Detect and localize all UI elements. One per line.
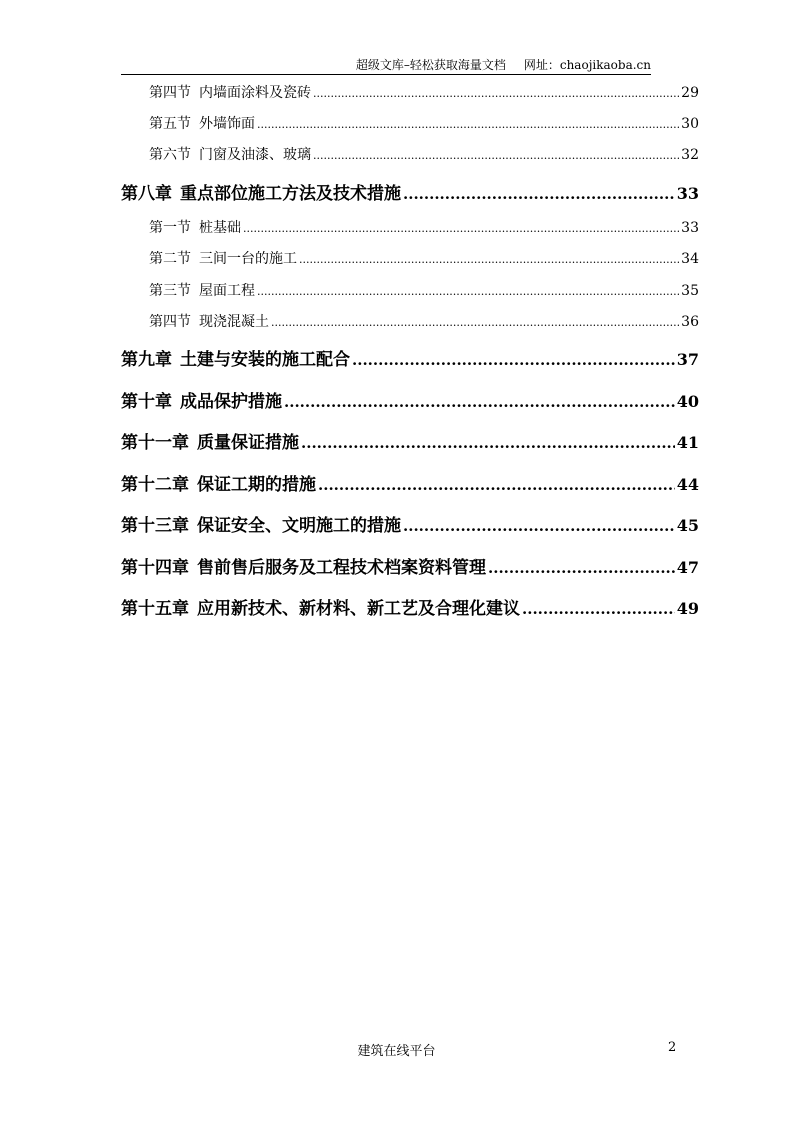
toc-entry-title: 三间一台的施工 [199,251,297,267]
toc-chapter-number: 第十五章 [121,599,189,619]
toc-entry-number: 第四节 [149,85,191,101]
dot-leader [299,253,679,266]
toc-chapter-title: 应用新技术、新材料、新工艺及合理化建议 [197,599,520,619]
dot-leader [257,285,679,298]
toc-chapter-title: 质量保证措施 [197,433,299,453]
toc-chapter-entry[interactable] [121,594,699,619]
toc-entry-page: 29 [681,85,699,101]
toc-entry[interactable] [121,280,699,300]
toc-entry[interactable] [121,311,699,331]
footer-page-number: 2 [668,1040,677,1055]
dot-leader [313,149,679,162]
toc-chapter-entry[interactable] [121,553,699,578]
toc-entry[interactable] [121,144,699,164]
dot-leader [403,185,675,203]
toc-chapter-title: 保证安全、文明施工的措施 [197,516,401,536]
page-header [121,56,651,75]
toc-chapter-page: 33 [676,184,699,203]
toc-entry-title: 外墙饰面 [199,116,255,132]
toc-entry[interactable] [121,82,699,102]
toc-entry-title: 门窗及油漆、玻璃 [199,147,311,163]
toc-entry-title: 屋面工程 [199,283,255,299]
dot-leader [318,476,675,494]
dot-leader [488,559,675,577]
header-url-text: 网址：chaojikaoba.cn [523,58,651,72]
toc-chapter-page: 37 [676,350,699,369]
toc-chapter-entry[interactable] [121,428,699,453]
toc-chapter-entry[interactable] [121,387,699,412]
toc-chapter-title: 成品保护措施 [180,392,282,412]
header-site-text: 超级文库–轻松获取海量文档 [355,58,506,72]
toc-entry-page: 33 [681,220,699,236]
toc-entry-number: 第三节 [149,283,191,299]
toc-chapter-title: 售前售后服务及工程技术档案资料管理 [197,558,486,578]
toc-chapter-page: 41 [676,433,699,452]
toc-chapter-number: 第十一章 [121,433,189,453]
toc-chapter-number: 第十章 [121,392,172,412]
toc-chapter-number: 第十三章 [121,516,189,536]
dot-leader [352,351,675,369]
toc-chapter-number: 第十二章 [121,475,189,495]
dot-leader [257,118,679,131]
toc-entry-page: 36 [681,314,699,330]
toc-chapter-page: 49 [676,599,699,618]
dot-leader [243,222,679,235]
toc-chapter-page: 45 [676,516,699,535]
dot-leader [403,517,675,535]
toc-chapter-number: 第八章 [121,184,172,204]
toc-entry[interactable] [121,113,699,133]
toc-chapter-title: 土建与安装的施工配合 [180,350,350,370]
toc-entry-number: 第五节 [149,116,191,132]
toc-entry-page: 32 [681,147,699,163]
toc-entry-number: 第四节 [149,314,191,330]
toc-chapter-entry[interactable] [121,511,699,536]
dot-leader [271,316,679,329]
toc-chapter-entry[interactable] [121,470,699,495]
toc-entry-page: 34 [681,251,699,267]
toc-entry-number: 第一节 [149,220,191,236]
toc-entry-title: 桩基础 [199,220,241,236]
toc-chapter-entry[interactable] [121,179,699,204]
toc-entry[interactable] [121,248,699,268]
toc-chapter-title: 保证工期的措施 [197,475,316,495]
toc-entry-title: 现浇混凝土 [199,314,269,330]
dot-leader [284,393,675,411]
toc-entry-page: 35 [681,283,699,299]
toc-entry-title: 内墙面涂料及瓷砖 [199,85,311,101]
toc-chapter-title: 重点部位施工方法及技术措施 [180,184,401,204]
footer-title: 建筑在线平台 [357,1044,436,1059]
toc-entry[interactable] [121,217,699,237]
dot-leader [522,600,675,618]
toc-entry-page: 30 [681,116,699,132]
toc-chapter-page: 44 [676,475,699,494]
toc-entry-number: 第二节 [149,251,191,267]
toc-chapter-page: 47 [676,558,699,577]
dot-leader [301,434,675,452]
toc-chapter-page: 40 [676,392,699,411]
toc-entry-number: 第六节 [149,147,191,163]
toc-chapter-number: 第九章 [121,350,172,370]
toc-chapter-number: 第十四章 [121,558,189,578]
dot-leader [313,87,679,100]
toc-chapter-entry[interactable] [121,345,699,370]
